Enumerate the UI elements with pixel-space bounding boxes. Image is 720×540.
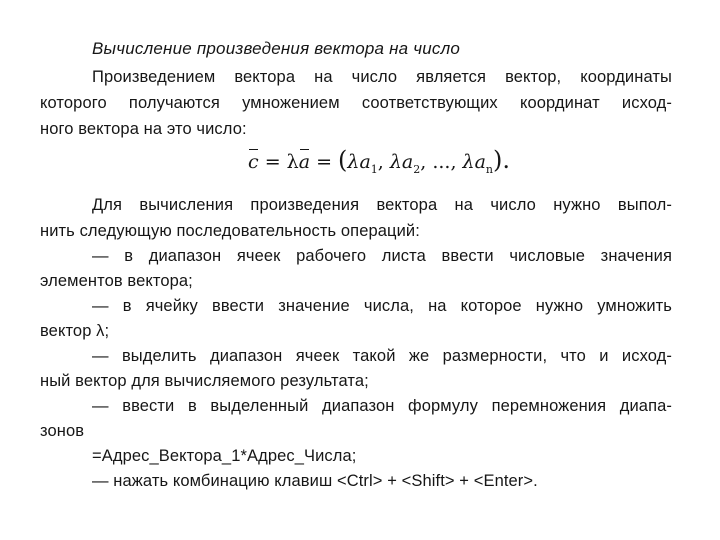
formula-a-vector: a — [298, 151, 311, 173]
step5-line1: — нажать комбинацию клавиш <Ctrl> + <Shift> + <Enter>. — [92, 472, 538, 490]
vector-scalar-formula — [248, 146, 510, 182]
formula-eq2: = — [310, 151, 339, 173]
formula-eq1: = — [258, 151, 287, 173]
formula-lambda: λ — [286, 151, 299, 173]
formula-term3: λa — [462, 151, 486, 173]
formula-close-paren: ). — [493, 146, 510, 174]
para1-line3: ного вектора на это число: — [40, 120, 247, 138]
para1-line1: Произведением вектора на число является вектор, координаты — [92, 68, 672, 86]
formula-sep2: , ..., — [420, 151, 463, 173]
step4-line1: — ввести в выделенный диапазон формулу перемножения диапа- — [92, 397, 672, 415]
step3-line1: — выделить диапазон ячеек такой же размерности, что и исход- — [92, 347, 672, 365]
step2-line2: вектор λ; — [40, 322, 110, 340]
step4-formula: =Адрес_Вектора_1*Адрес_Числа; — [92, 447, 357, 465]
formula-term1: λa — [347, 151, 371, 173]
step1-line1: — в диапазон ячеек рабочего листа ввести числовые значения — [92, 247, 672, 265]
step3-line2: ный вектор для вычисляемого результата; — [40, 372, 369, 390]
formula-open-paren: ( — [338, 146, 348, 174]
formula-term2: λa — [389, 151, 414, 173]
step2-line1: — в ячейку ввести значение числа, на которое нужно умножить — [92, 297, 672, 315]
formula-sub1: 1 — [370, 162, 378, 176]
para2-line1: Для вычисления произведения вектора на число нужно выпол- — [92, 196, 672, 214]
formula-sep1: , — [377, 151, 390, 173]
formula-c-vector: c — [248, 151, 259, 173]
para2-line2: нить следующую последовательность операций: — [40, 222, 420, 240]
step1-line2: элементов вектора; — [40, 272, 193, 290]
section-heading: Вычисление произведения вектора на число — [92, 39, 461, 58]
formula-subn: n — [485, 162, 493, 176]
formula-sub2: 2 — [413, 162, 421, 176]
para1-line2: которого получаются умножением соответствующих координат исход- — [40, 94, 672, 112]
step4-line2: зонов — [40, 422, 85, 440]
